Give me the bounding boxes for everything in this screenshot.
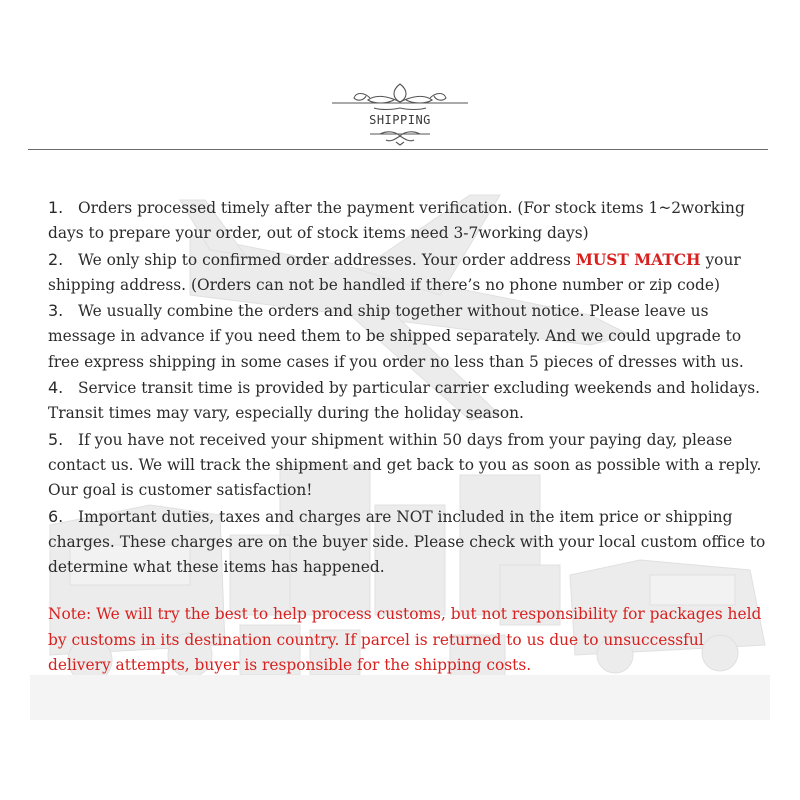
item-text-continued: your shipping address. (Orders can not be handled if there’s no phone number or zip code) <box>48 250 741 294</box>
item-text: Service transit time is provided by particular carrier excluding weekends and holidays. Transit times may vary, especially during the holiday season. <box>48 379 761 423</box>
header-divider <box>28 149 768 150</box>
item-number: 2. <box>48 249 64 269</box>
item-text: If you have not received your shipment within 50 days from your paying day, please contact us. We will track the shipment and get back to you as soon as possible with a reply. Our goal is customer satisfaction! <box>48 430 762 500</box>
policy-item <box>48 504 768 581</box>
policy-item <box>48 195 768 247</box>
policy-item <box>48 427 768 504</box>
policy-item <box>48 247 768 299</box>
page-title: SHIPPING <box>369 113 431 127</box>
policy-item <box>48 375 768 427</box>
item-text: Important duties, taxes and charges are NOT included in the item price or shipping charges. These charges are on the buyer side. Please check with your local custom office to determine what these items has happened. <box>48 507 766 577</box>
item-number: 5. <box>48 429 64 449</box>
item-text: We only ship to confirmed order addresses. Your order address <box>78 250 576 269</box>
item-number: 6. <box>48 506 64 526</box>
item-text: We usually combine the orders and ship together without notice. Please leave us message in advance if you need them to be shipped separately. And we could upgrade to free express shipping in some cases if you order no less than 5 pieces of dresses with us. <box>48 302 744 371</box>
item-number: 4. <box>48 378 64 398</box>
item-number: 3. <box>48 301 64 321</box>
flourish-ornament-icon <box>330 78 470 146</box>
must-match-emphasis: MUST MATCH <box>575 250 701 269</box>
customs-note: Note: We will try the best to help process customs, but not responsibility for packages held by customs in its destination country. If parcel is returned to us due to unsuccessful delivery attempts, buyer is responsible for the shipping costs. <box>48 605 762 675</box>
policy-list <box>48 195 768 678</box>
policy-item <box>48 298 768 375</box>
item-number: 1. <box>48 198 64 217</box>
item-text: Orders processed timely after the payment verification. (For stock items 1~2working days to prepare your order, out of stock items need 3-7working days) <box>48 199 745 243</box>
